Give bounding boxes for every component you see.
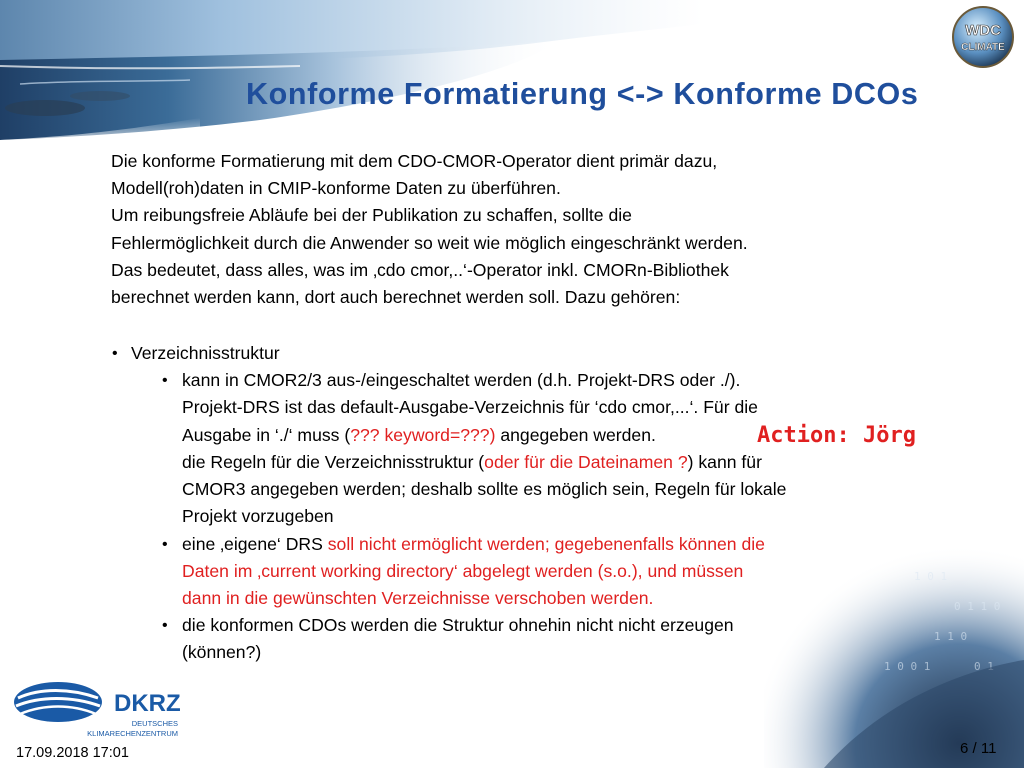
bullet-icon: • bbox=[112, 345, 118, 362]
page-number: 6 / 11 bbox=[960, 740, 997, 757]
sub1-line-1: kann in CMOR2/3 aus-/eingeschaltet werden (d.h. Projekt-DRS oder ./). bbox=[182, 370, 741, 390]
sub2-line-2: Daten im ‚current working directory‘ abgelegt werden (s.o.), und müssen bbox=[182, 561, 744, 581]
svg-text:0 1: 0 1 bbox=[974, 660, 994, 673]
sub3-line-1: die konformen CDOs werden die Struktur ohnehin nicht nicht erzeugen bbox=[182, 615, 734, 635]
intro-line-2: Modell(roh)daten in CMIP-konforme Daten zu überführen. bbox=[111, 178, 561, 198]
dkrz-logo bbox=[10, 678, 210, 742]
svg-text:CLIMATE: CLIMATE bbox=[961, 42, 1005, 53]
sub1-line-3: Ausgabe in ‘./‘ muss (??? keyword=???) angegeben werden. bbox=[182, 425, 656, 445]
footer-date: 17.09.2018 17:01 bbox=[16, 745, 129, 761]
sub2-line-1: eine ‚eigene‘ DRS soll nicht ermöglicht werden; gegebenenfalls können die bbox=[182, 534, 765, 554]
intro-line-5: Das bedeutet, dass alles, was im ‚cdo cmor,..‘-Operator inkl. CMORn-Bibliothek bbox=[111, 260, 729, 280]
bullet-verzeichnisstruktur: Verzeichnisstruktur bbox=[131, 343, 280, 363]
intro-line-6: berechnet werden kann, dort auch berechnet werden soll. Dazu gehören: bbox=[111, 287, 681, 307]
svg-text:1 1 0: 1 1 0 bbox=[934, 630, 968, 643]
intro-line-4: Fehlermöglichkeit durch die Anwender so weit wie möglich eingeschränkt werden. bbox=[111, 233, 748, 253]
sub-bullet-icon: • bbox=[162, 536, 168, 553]
intro-line-1: Die konforme Formatierung mit dem CDO-CMOR-Operator dient primär dazu, bbox=[111, 151, 718, 171]
svg-text:KLIMARECHENZENTRUM: KLIMARECHENZENTRUM bbox=[87, 729, 178, 738]
sub1-line-4: die Regeln für die Verzeichnisstruktur (oder für die Dateinamen ?) kann für bbox=[182, 452, 762, 472]
svg-text:1 0 0 1: 1 0 0 1 bbox=[884, 660, 931, 673]
sub-bullet-icon: • bbox=[162, 372, 168, 389]
slide-title: Konforme Formatierung <-> Konforme DCOs bbox=[246, 77, 919, 111]
wdc-climate-logo bbox=[947, 5, 1019, 69]
svg-text:0 1 1 0: 0 1 1 0 bbox=[954, 600, 1001, 613]
sub2-line-3: dann in die gewünschten Verzeichnisse verschoben werden. bbox=[182, 588, 654, 608]
sub1-line-5: CMOR3 angegeben werden; deshalb sollte es möglich sein, Regeln für lokale bbox=[182, 479, 787, 499]
intro-line-3: Um reibungsfreie Abläufe bei der Publikation zu schaffen, sollte die bbox=[111, 205, 632, 225]
svg-text:DEUTSCHES: DEUTSCHES bbox=[131, 719, 178, 728]
svg-text:WDC: WDC bbox=[965, 22, 1001, 39]
digital-earth-decoration bbox=[764, 520, 1024, 768]
sub1-line-6: Projekt vorzugeben bbox=[182, 506, 334, 526]
sub3-line-2: (können?) bbox=[182, 642, 262, 662]
action-annotation: Action: Jörg bbox=[757, 423, 916, 448]
header-background bbox=[0, 0, 1024, 150]
svg-text:DKRZ: DKRZ bbox=[114, 690, 181, 717]
svg-text:1 0 1: 1 0 1 bbox=[914, 570, 948, 583]
sub1-line-2: Projekt-DRS ist das default-Ausgabe-Verzeichnis für ‘cdo cmor,...‘. Für die bbox=[182, 397, 758, 417]
sub-bullet-icon: • bbox=[162, 617, 168, 634]
